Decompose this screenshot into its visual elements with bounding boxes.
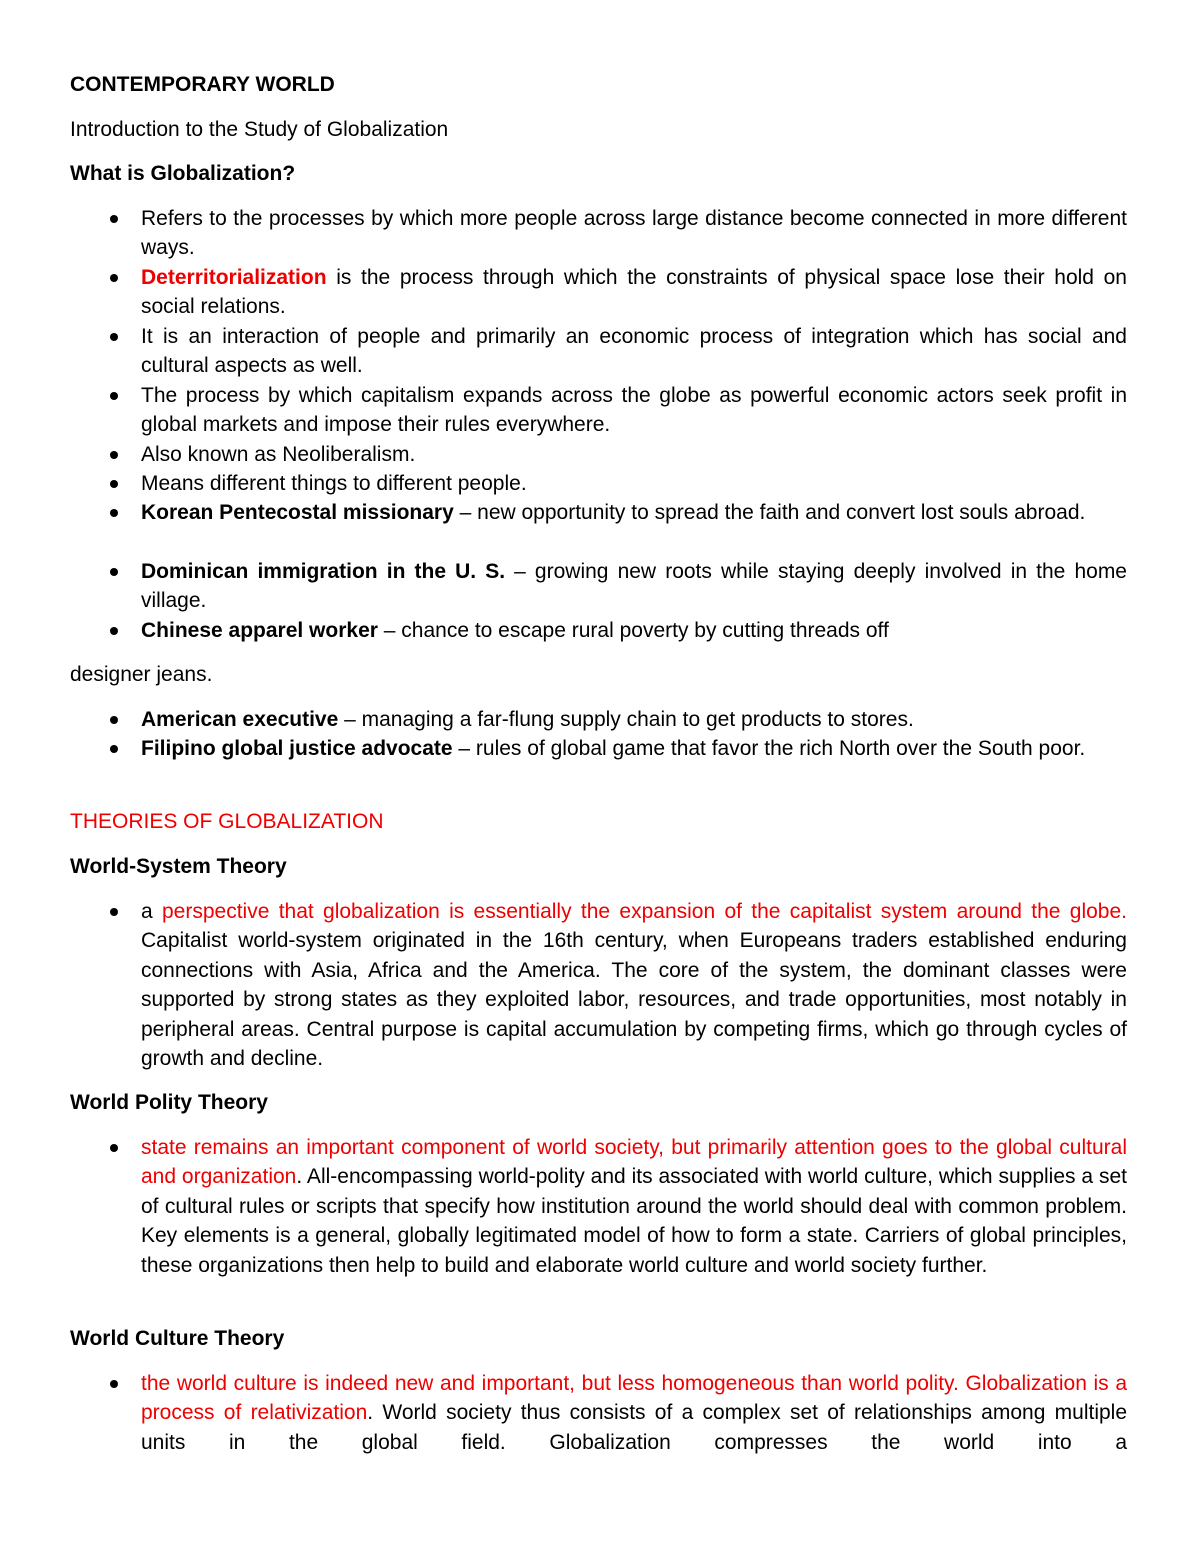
- list-item: [141, 498, 1127, 527]
- bullet-icon: [110, 1144, 118, 1152]
- continuation-text: designer jeans.: [70, 663, 213, 686]
- document-subtitle: Introduction to the Study of Globalization: [70, 118, 449, 141]
- bullet-icon: [110, 451, 118, 459]
- list-item: [141, 440, 1127, 469]
- bullet-icon: [110, 509, 118, 517]
- item-text: – growing new roots while staying deeply involved in the home village.: [141, 560, 1127, 613]
- document-title: CONTEMPORARY WORLD: [70, 73, 335, 96]
- list-item: [141, 616, 1127, 645]
- world-polity-description: [141, 1133, 1127, 1280]
- term-deterritorialization: Deterritorialization: [141, 266, 327, 289]
- item-text: The process by which capitalism expands across the globe as powerful economic actors seek profit in global markets and impose their rules everywhere.: [141, 384, 1127, 437]
- list-item: [141, 381, 1127, 440]
- bullet-icon: [110, 716, 118, 724]
- section-heading-theories: THEORIES OF GLOBALIZATION: [70, 810, 384, 833]
- world-system-heading: World-System Theory: [70, 855, 287, 878]
- world-system-description: [141, 897, 1127, 1073]
- item-text: is the process through which the constraints of physical space lose their hold on social relations.: [141, 266, 1127, 319]
- item-text: Means different things to different people.: [141, 472, 527, 495]
- item-text: It is an interaction of people and primarily an economic process of integration which has social and cultural aspects as well.: [141, 325, 1127, 378]
- bullet-icon: [110, 480, 118, 488]
- item-text: Capitalist world-system originated in the 16th century, when Europeans traders established enduring connections with Asia, Africa and the America. The core of the system, the dominant classes were supported by strong states as they exploited labor, resources, and trade opportunities, most notably in peripheral areas. Central purpose is capital accumulation by competing firms, which go through cycles of growth and decline.: [141, 929, 1127, 1071]
- bullet-icon: [110, 745, 118, 753]
- world-system-definition: perspective that globalization is essentially the expansion of the capitalist system around the globe.: [162, 900, 1128, 923]
- list-item: [141, 557, 1127, 616]
- bullet-icon: [110, 215, 118, 223]
- item-text: Also known as Neoliberalism.: [141, 443, 416, 466]
- bullet-icon: [110, 392, 118, 400]
- world-culture-description: [141, 1369, 1127, 1457]
- section-heading-what-is-globalization: What is Globalization?: [70, 162, 296, 185]
- term-korean-missionary: Korean Pentecostal missionary: [141, 501, 454, 524]
- bullet-icon: [110, 274, 118, 282]
- item-text: . All-encompassing world-polity and its associated with world culture, which supplies a set of cultural rules or scripts that specify how institution around the world should deal with common problem. Key elements is a general, globally legitimated model of how to form a state. Carriers of global principles, these organizations then help to build and elaborate world culture and world society further.: [141, 1165, 1127, 1277]
- term-dominican-immigration: Dominican immigration in the U. S.: [141, 560, 506, 583]
- term-american-executive: American executive: [141, 708, 339, 731]
- term-chinese-worker: Chinese apparel worker: [141, 619, 378, 642]
- item-text: Refers to the processes by which more people across large distance become connected in more different ways.: [141, 207, 1127, 260]
- item-text: – chance to escape rural poverty by cutting threads off: [377, 619, 889, 642]
- bullet-icon: [110, 627, 118, 635]
- item-text: – managing a far-flung supply chain to get products to stores.: [338, 708, 914, 731]
- term-filipino-advocate: Filipino global justice advocate: [141, 737, 453, 760]
- bullet-icon: [110, 333, 118, 341]
- list-item: [141, 263, 1127, 322]
- world-polity-heading: World Polity Theory: [70, 1091, 268, 1114]
- list-item: [141, 469, 1127, 498]
- item-text: a: [141, 900, 162, 923]
- bullet-icon: [110, 1380, 118, 1388]
- world-culture-heading: World Culture Theory: [70, 1327, 285, 1350]
- world-culture-definition: the world culture is indeed new and important, but less homogeneous than world polity. Globalization is a process of relativization: [141, 1372, 1127, 1425]
- world-polity-definition: state remains an important component of world society, but primarily attention goes to the global cultural and organization: [141, 1136, 1127, 1189]
- item-text: . World society thus consists of a complex set of relationships among multiple units in the global field. Globalization compresses the world into a: [141, 1401, 1128, 1454]
- list-item: [141, 204, 1127, 263]
- list-item: [141, 322, 1127, 381]
- bullet-icon: [110, 568, 118, 576]
- list-item: [141, 734, 1127, 763]
- list-item: [141, 705, 1127, 734]
- item-text: – rules of global game that favor the rich North over the South poor.: [452, 737, 1086, 760]
- bullet-icon: [110, 908, 118, 916]
- item-text: – new opportunity to spread the faith and convert lost souls abroad.: [453, 501, 1086, 524]
